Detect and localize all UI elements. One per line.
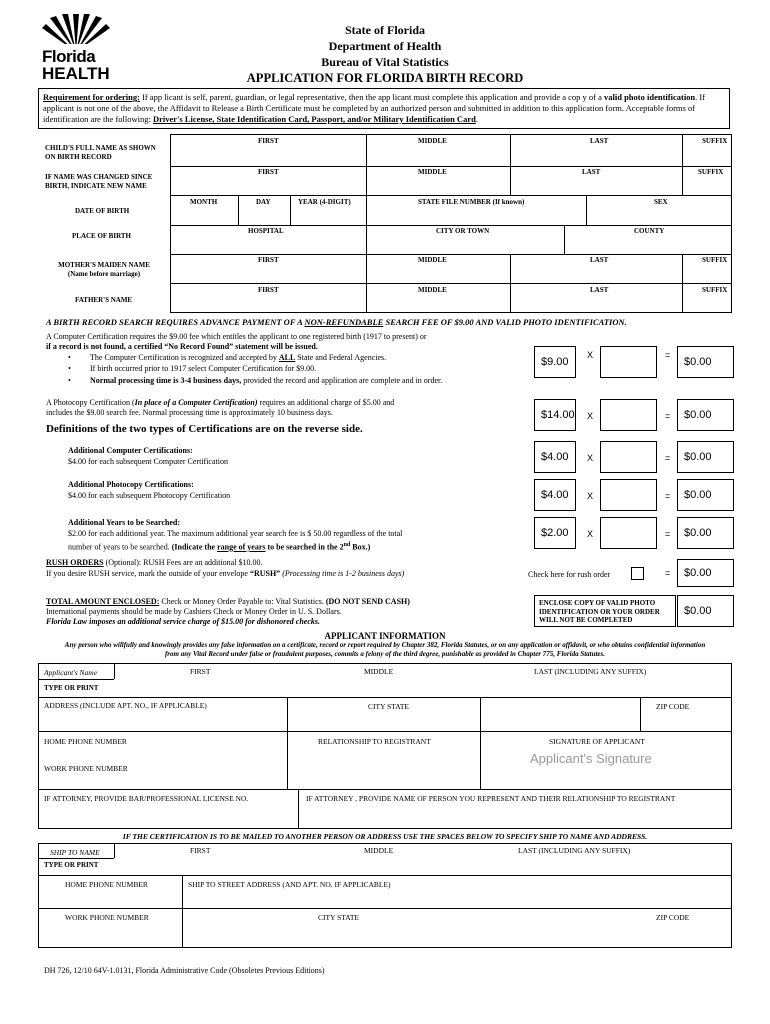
changed-last-label: LAST: [582, 168, 601, 176]
rush-total: $0.00: [677, 559, 734, 587]
page-title: APPLICATION FOR FLORIDA BIRTH RECORD: [246, 71, 524, 85]
equals-icon: =: [665, 411, 671, 421]
rush-line2: [46, 569, 404, 579]
add-computer-title: Additional Computer Certifications:: [68, 446, 193, 455]
computer-cert-bullet3: [90, 376, 442, 386]
photocopy-cert-line1: [46, 398, 394, 408]
rush-check-label: Check here for rush order: [528, 570, 611, 579]
applicant-work-phone-label: WORK PHONE NUMBER: [44, 764, 128, 773]
bullet1a: The Computer Certification is recognized and accepted by: [90, 353, 279, 362]
applicant-relationship-label: RELATIONSHIP TO REGISTRANT: [318, 737, 431, 746]
form-footer: DH 726, 12/10 64V-1.0131, Florida Administrative Code (Obsoletes Previous Editions): [44, 966, 325, 975]
father-middle-label: MIDDLE: [418, 286, 447, 294]
child-name-label: CHILD'S FULL NAME AS SHOWN ON BIRTH RECORD: [45, 144, 156, 161]
add-years-line2c: range of years: [217, 542, 266, 552]
rush-checkbox[interactable]: [631, 567, 644, 580]
rush-line1: [46, 558, 262, 568]
dob-month-label: MONTH: [190, 198, 218, 206]
add-computer-qty[interactable]: [600, 441, 657, 473]
search-notice: [46, 317, 627, 327]
photocopy-cert-price: $14.00: [534, 399, 576, 431]
bullet1b: ALL: [278, 353, 296, 362]
mother-label: MOTHER'S MAIDEN NAME: [58, 261, 150, 269]
applicant-first-label: FIRST: [190, 667, 211, 676]
total-line2: International payments should be made by Cashiers Check or Money Order in U. S. Dollars.: [46, 607, 342, 616]
total-line1: [46, 597, 410, 607]
mother-last-label: LAST: [590, 256, 609, 264]
add-computer-total: $0.00: [677, 441, 734, 473]
photocopy-line1a: A Photocopy Certification (: [46, 398, 135, 407]
applicant-name-label: Applicant's Name: [44, 668, 98, 677]
child-name-field[interactable]: [170, 134, 732, 167]
applicant-type-print: TYPE OR PRINT: [44, 684, 99, 692]
total-line3: Florida Law imposes an additional service charge of $15.00 for dishonored checks.: [46, 617, 320, 626]
child-middle-label: MIDDLE: [418, 137, 447, 145]
pob-label: PLACE OF BIRTH: [72, 232, 132, 240]
father-label: FATHER'S NAME: [75, 296, 133, 304]
rush-line2c: (Processing time is 1-2 business days): [280, 569, 405, 578]
photocopy-line1c: requires an additional charge of $5.00 and: [257, 398, 395, 407]
changed-name-field[interactable]: [170, 166, 732, 196]
add-years-line2a: number of years to be searched.: [68, 542, 172, 552]
requirement-text2: . If applicant is not one of the above, the Affidavit to Release a Birth Certificate must be completed by an authorized person and submitted in addition to: [43, 92, 706, 113]
applicant-home-phone-label: HOME PHONE NUMBER: [44, 737, 127, 746]
bullet-icon: •: [68, 364, 71, 373]
mother-suffix-label: SUFFIX: [702, 256, 728, 264]
applicant-middle-label: MIDDLE: [364, 667, 394, 676]
ship-name-label: SHIP TO NAME: [50, 848, 100, 857]
computer-cert-price: $9.00: [534, 346, 576, 378]
requirement-ids: Driver's License, State Identification Card, Passport, and/or Military Identification Card: [153, 114, 476, 124]
add-photocopy-text: $4.00 for each subsequent Photocopy Certification: [68, 491, 231, 500]
dob-day-label: DAY: [256, 198, 271, 206]
equals-icon: =: [665, 453, 671, 463]
search-notice-text1: A BIRTH RECORD SEARCH REQUIRES ADVANCE PAYMENT OF A: [46, 317, 305, 327]
state-file-label: STATE FILE NUMBER (If known): [418, 198, 525, 206]
ship-name-input[interactable]: [120, 857, 726, 873]
county-label: COUNTY: [634, 227, 665, 235]
times-icon: X: [587, 491, 594, 501]
photocopy-cert-line2: includes the $9.00 search fee. Normal processing time is approximately 10 business days.: [46, 408, 333, 417]
add-years-line1: $2.00 for each additional year. The maximum additional year search fee is $ 50.00 regardless of the total: [68, 529, 403, 538]
header-state: State of Florida: [345, 23, 425, 37]
changed-suffix-label: SUFFIX: [698, 168, 724, 176]
requirement-text3: this application form. Acceptable forms of identification are the following:: [43, 103, 696, 124]
add-years-line2b: (Indicate the: [171, 542, 218, 552]
add-computer-text: $4.00 for each subsequent Computer Certification: [68, 457, 228, 466]
bullet-icon: •: [68, 353, 71, 362]
computer-cert-qty[interactable]: [600, 346, 657, 378]
equals-icon: =: [665, 350, 671, 360]
hospital-label: HOSPITAL: [248, 227, 284, 235]
add-years-line2e: nd: [343, 542, 351, 548]
enclose-id-box: ENCLOSE COPY OF VALID PHOTO IDENTIFICATION OR YOUR ORDER WILL NOT BE COMPLETED: [534, 595, 676, 627]
photocopy-cert-qty[interactable]: [600, 399, 657, 431]
add-years-qty-from[interactable]: [600, 517, 657, 549]
changed-first-label: FIRST: [258, 168, 279, 176]
father-first-label: FIRST: [258, 286, 279, 294]
add-computer-price: $4.00: [534, 441, 576, 473]
logo-florida: Florida: [42, 47, 96, 66]
changed-name-label: IF NAME WAS CHANGED SINCE BIRTH, INDICATE NEW NAME: [45, 173, 153, 190]
mother-first-label: FIRST: [258, 256, 279, 264]
add-years-line2f: Box.): [350, 542, 371, 552]
add-years-total: $0.00: [677, 517, 734, 549]
ship-work-phone-label: WORK PHONE NUMBER: [65, 913, 149, 922]
header-department: Department of Health: [328, 39, 442, 53]
add-years-price: $2.00: [534, 517, 576, 549]
attorney-represent-label: IF ATTORNEY , PROVIDE NAME OF PERSON YOU REPRESENT AND THEIR RELATIONSHIP TO REGISTRANT: [306, 794, 676, 803]
times-icon: X: [587, 453, 594, 463]
total-nocash: (DO NOT SEND CASH): [325, 597, 410, 606]
ship-middle-label: MIDDLE: [364, 846, 394, 855]
ship-zip-label: ZIP CODE: [656, 913, 690, 922]
father-name-field[interactable]: [170, 283, 732, 313]
times-icon: X: [587, 529, 594, 539]
computer-cert-line2: if a record is not found, a certified “No Record Found” statement will be issued.: [46, 342, 318, 351]
ship-last-label: LAST (INCLUDING ANY SUFFIX): [518, 846, 631, 855]
computer-cert-bullet1: [90, 353, 386, 363]
requirement-end: .: [475, 114, 478, 124]
times-icon: X: [587, 411, 594, 421]
applicant-name-input[interactable]: [120, 677, 726, 695]
rush-line2a: If you desire RUSH service, mark the outside of your envelope: [46, 569, 250, 578]
ship-street-input[interactable]: [188, 890, 726, 906]
changed-middle-label: MIDDLE: [418, 168, 447, 176]
requirement-label: Requirement for ordering:: [43, 92, 140, 102]
applicant-signature-label: SIGNATURE OF APPLICANT: [549, 737, 645, 746]
child-last-label: LAST: [590, 137, 609, 145]
applicant-warning: Any person who willfully and knowingly provides any false information on a certificate, record or report required by Chapter 382, Florida Statutes, or on any application or affidavit, or who obtains confidential information from any Vital Record under false or fraudulent purposes, commits a felony of the third degree, punishable as provided in Chapter 775, Florida Statutes.: [64, 641, 706, 658]
applicant-heading: APPLICANT INFORMATION: [324, 631, 446, 641]
photocopy-cert-total: $0.00: [677, 399, 734, 431]
photocopy-line1b: In place of a Computer Certification): [134, 398, 258, 407]
add-photocopy-qty[interactable]: [600, 479, 657, 511]
add-photocopy-price: $4.00: [534, 479, 576, 511]
definitions-note: Definitions of the two types of Certifications are on the reverse side.: [46, 423, 363, 435]
applicant-city-state-label: CITY STATE: [368, 702, 409, 711]
equals-icon: =: [665, 491, 671, 501]
search-notice-nonref: NON-REFUNDABLE: [304, 317, 384, 327]
times-icon: X: [587, 350, 594, 360]
child-suffix-label: SUFFIX: [702, 137, 728, 145]
mother-name-field[interactable]: [170, 254, 732, 284]
ship-heading: IF THE CERTIFICATION IS TO BE MAILED TO ANOTHER PERSON OR ADDRESS USE THE SPACES BELOW TO SPECIFY SHIP TO NAME AND ADDRESS.: [122, 832, 648, 841]
bullet3b: provided the record and application are complete and in order.: [241, 376, 443, 385]
city-town-label: CITY OR TOWN: [436, 227, 490, 235]
ship-type-print: TYPE OR PRINT: [44, 861, 99, 869]
ship-home-phone-label: HOME PHONE NUMBER: [65, 880, 148, 889]
dob-label: DATE OF BIRTH: [75, 207, 130, 215]
ship-city-state-label: CITY STATE: [318, 913, 359, 922]
equals-icon: =: [665, 529, 671, 539]
applicant-signature-field[interactable]: Applicant's Signature: [530, 751, 652, 766]
applicant-last-label: LAST (INCLUDING ANY SUFFIX): [534, 667, 647, 676]
add-photocopy-total: $0.00: [677, 479, 734, 511]
father-last-label: LAST: [590, 286, 609, 294]
computer-cert-total: $0.00: [677, 346, 734, 378]
requirement-box: [38, 88, 730, 129]
total-line1-text: Check or Money Order Payable to: Vital Statistics.: [159, 597, 326, 606]
computer-cert-bullet2: If birth occurred prior to 1917 select Computer Certification for $9.00.: [90, 364, 317, 373]
total-amount: $0.00: [677, 595, 734, 627]
applicant-address-input[interactable]: [44, 712, 280, 728]
rush-line1-text: (Optional): RUSH Fees are an additional $10.00.: [103, 558, 263, 567]
add-years-title: Additional Years to be Searched:: [68, 518, 180, 527]
ship-street-label: SHIP TO STREET ADDRESS (AND APT. NO. IF APPLICABLE): [188, 880, 391, 889]
computer-cert-line1: A Computer Certification requires the $9.00 fee which entitles the applicant to one registered birth (1917 to present) or: [46, 332, 427, 341]
logo-health: HEALTH: [42, 64, 110, 83]
mother-sub-label: (Name before marriage): [67, 270, 141, 278]
add-years-line2d: to be searched in the 2: [265, 542, 344, 552]
attorney-bar-label: IF ATTORNEY, PROVIDE BAR/PROFESSIONAL LICENSE NO.: [44, 794, 249, 803]
add-photocopy-title: Additional Photocopy Certifications:: [68, 480, 194, 489]
dob-year-label: YEAR (4-DIGIT): [298, 198, 351, 206]
mother-middle-label: MIDDLE: [418, 256, 447, 264]
rush-line2b: “RUSH”: [249, 569, 281, 578]
equals-icon: =: [665, 568, 671, 578]
bullet1c: State and Federal Agencies.: [295, 353, 387, 362]
add-years-line2: [68, 540, 370, 553]
bullet3a: Normal processing time is 3-4 business days,: [90, 376, 242, 385]
requirement-text1: If app licant is self, parent, guardian, or legal representative, then the app licant must complete this application and provide a cop y of a: [139, 92, 604, 102]
requirement-photo-id: photo identification: [624, 92, 696, 102]
header-bureau: Bureau of Vital Statistics: [321, 55, 449, 69]
father-suffix-label: SUFFIX: [702, 286, 728, 294]
applicant-address-label: ADDRESS (INCLUDE APT. NO., IF APPLICABLE): [44, 701, 207, 710]
rush-title: RUSH ORDERS: [46, 558, 104, 567]
child-first-label: FIRST: [258, 137, 279, 145]
ship-first-label: FIRST: [190, 846, 211, 855]
requirement-valid: valid: [604, 92, 622, 102]
bullet-icon: •: [68, 376, 71, 385]
total-title: TOTAL AMOUNT ENCLOSED:: [46, 597, 160, 606]
applicant-zip-label: ZIP CODE: [656, 702, 690, 711]
sex-label: SEX: [654, 198, 668, 206]
search-notice-text2: SEARCH FEE OF $9.00 AND VALID PHOTO IDENTIFICATION.: [383, 317, 627, 327]
